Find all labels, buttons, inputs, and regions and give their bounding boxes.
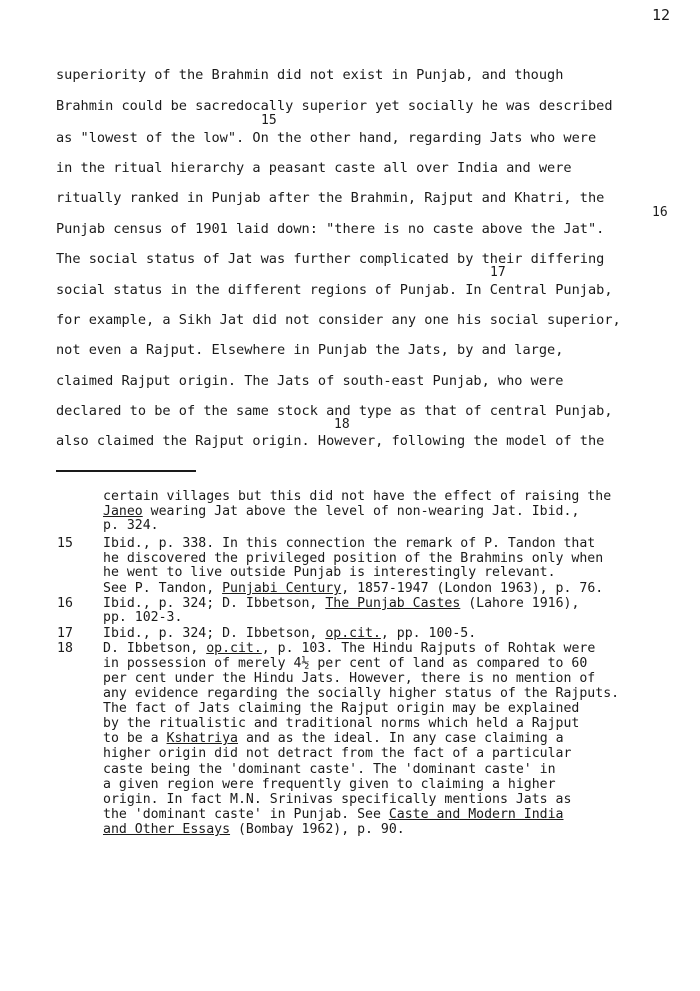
body-line: as "lowest of the low". On the other hand, regarding Jats who were	[56, 130, 597, 146]
footnote-ref: 16	[652, 205, 668, 220]
footnote-number: 17	[57, 626, 73, 641]
body-line: declared to be of the same stock and type as that of central Punjab,	[56, 403, 613, 419]
footnote-ref: 17	[490, 265, 506, 280]
footnote-line: in possession of merely 4½ per cent of land as compared to 60	[103, 656, 588, 671]
body-line: superiority of the Brahmin did not exist in Punjab, and though	[56, 67, 564, 83]
footnote-line: pp. 102-3.	[103, 610, 183, 625]
page-number: 12	[651, 6, 670, 24]
footnote-number: 18	[57, 641, 73, 656]
footnote-line: Janeo wearing Jat above the level of non-wearing Jat. Ibid.,	[103, 504, 580, 519]
footnote-line: origin. In fact M.N. Srinivas specifically mentions Jats as	[103, 792, 572, 807]
body-line: Brahmin could be sacredocally superior yet socially he was described	[56, 98, 613, 114]
body-line: for example, a Sikh Jat did not consider any one his social superior,	[56, 312, 621, 328]
body-line: ritually ranked in Punjab after the Brahmin, Rajput and Khatri, the	[56, 190, 605, 206]
footnote-line: p. 324.	[103, 518, 159, 533]
footnote-line: Ibid., p. 324; D. Ibbetson, The Punjab Castes (Lahore 1916),	[103, 596, 580, 611]
footnote-line: certain villages but this did not have the effect of raising the	[103, 489, 612, 504]
body-line: The social status of Jat was further complicated by their differing	[56, 251, 605, 267]
footnote-line: he discovered the privileged position of the Brahmins only when	[103, 551, 604, 566]
footnote-line: a given region were frequently given to claiming a higher	[103, 777, 556, 792]
footnote-rule	[56, 470, 196, 472]
footnote-line: higher origin did not detract from the fact of a particular	[103, 746, 572, 761]
footnote-line: he went to live outside Punjab is interestingly relevant.	[103, 565, 556, 580]
body-line: also claimed the Rajput origin. However, following the model of the	[56, 433, 605, 449]
footnote-line: Ibid., p. 324; D. Ibbetson, op.cit., pp. 100-5.	[103, 626, 477, 641]
body-line: not even a Rajput. Elsewhere in Punjab the Jats, by and large,	[56, 342, 564, 358]
footnote-number: 15	[57, 536, 73, 551]
footnote-line: caste being the 'dominant caste'. The 'dominant caste' in	[103, 762, 556, 777]
body-line: in the ritual hierarchy a peasant caste all over India and were	[56, 160, 572, 176]
body-line: claimed Rajput origin. The Jats of south-east Punjab, who were	[56, 373, 564, 389]
body-line: Punjab census of 1901 laid down: "there is no caste above the Jat".	[56, 221, 605, 237]
footnote-line: See P. Tandon, Punjabi Century, 1857-1947 (London 1963), p. 76.	[103, 581, 604, 596]
footnote-line: D. Ibbetson, op.cit., p. 103. The Hindu Rajputs of Rohtak were	[103, 641, 596, 656]
footnote-line: by the ritualistic and traditional norms which held a Rajput	[103, 716, 580, 731]
footnote-number: 16	[57, 596, 73, 611]
footnote-line: per cent under the Hindu Jats. However, there is no mention of	[103, 671, 596, 686]
footnote-line: and Other Essays (Bombay 1962), p. 90.	[103, 822, 405, 837]
footnote-line: to be a Kshatriya and as the ideal. In any case claiming a	[103, 731, 564, 746]
footnote-line: any evidence regarding the socially higher status of the Rajputs.	[103, 686, 620, 701]
footnote-line: The fact of Jats claiming the Rajput origin may be explained	[103, 701, 580, 716]
footnote-ref: 15	[261, 113, 277, 128]
footnote-ref: 18	[334, 417, 350, 432]
body-line: social status in the different regions of Punjab. In Central Punjab,	[56, 282, 613, 298]
footnote-line: the 'dominant caste' in Punjab. See Caste and Modern India	[103, 807, 564, 822]
footnote-line: Ibid., p. 338. In this connection the remark of P. Tandon that	[103, 536, 596, 551]
